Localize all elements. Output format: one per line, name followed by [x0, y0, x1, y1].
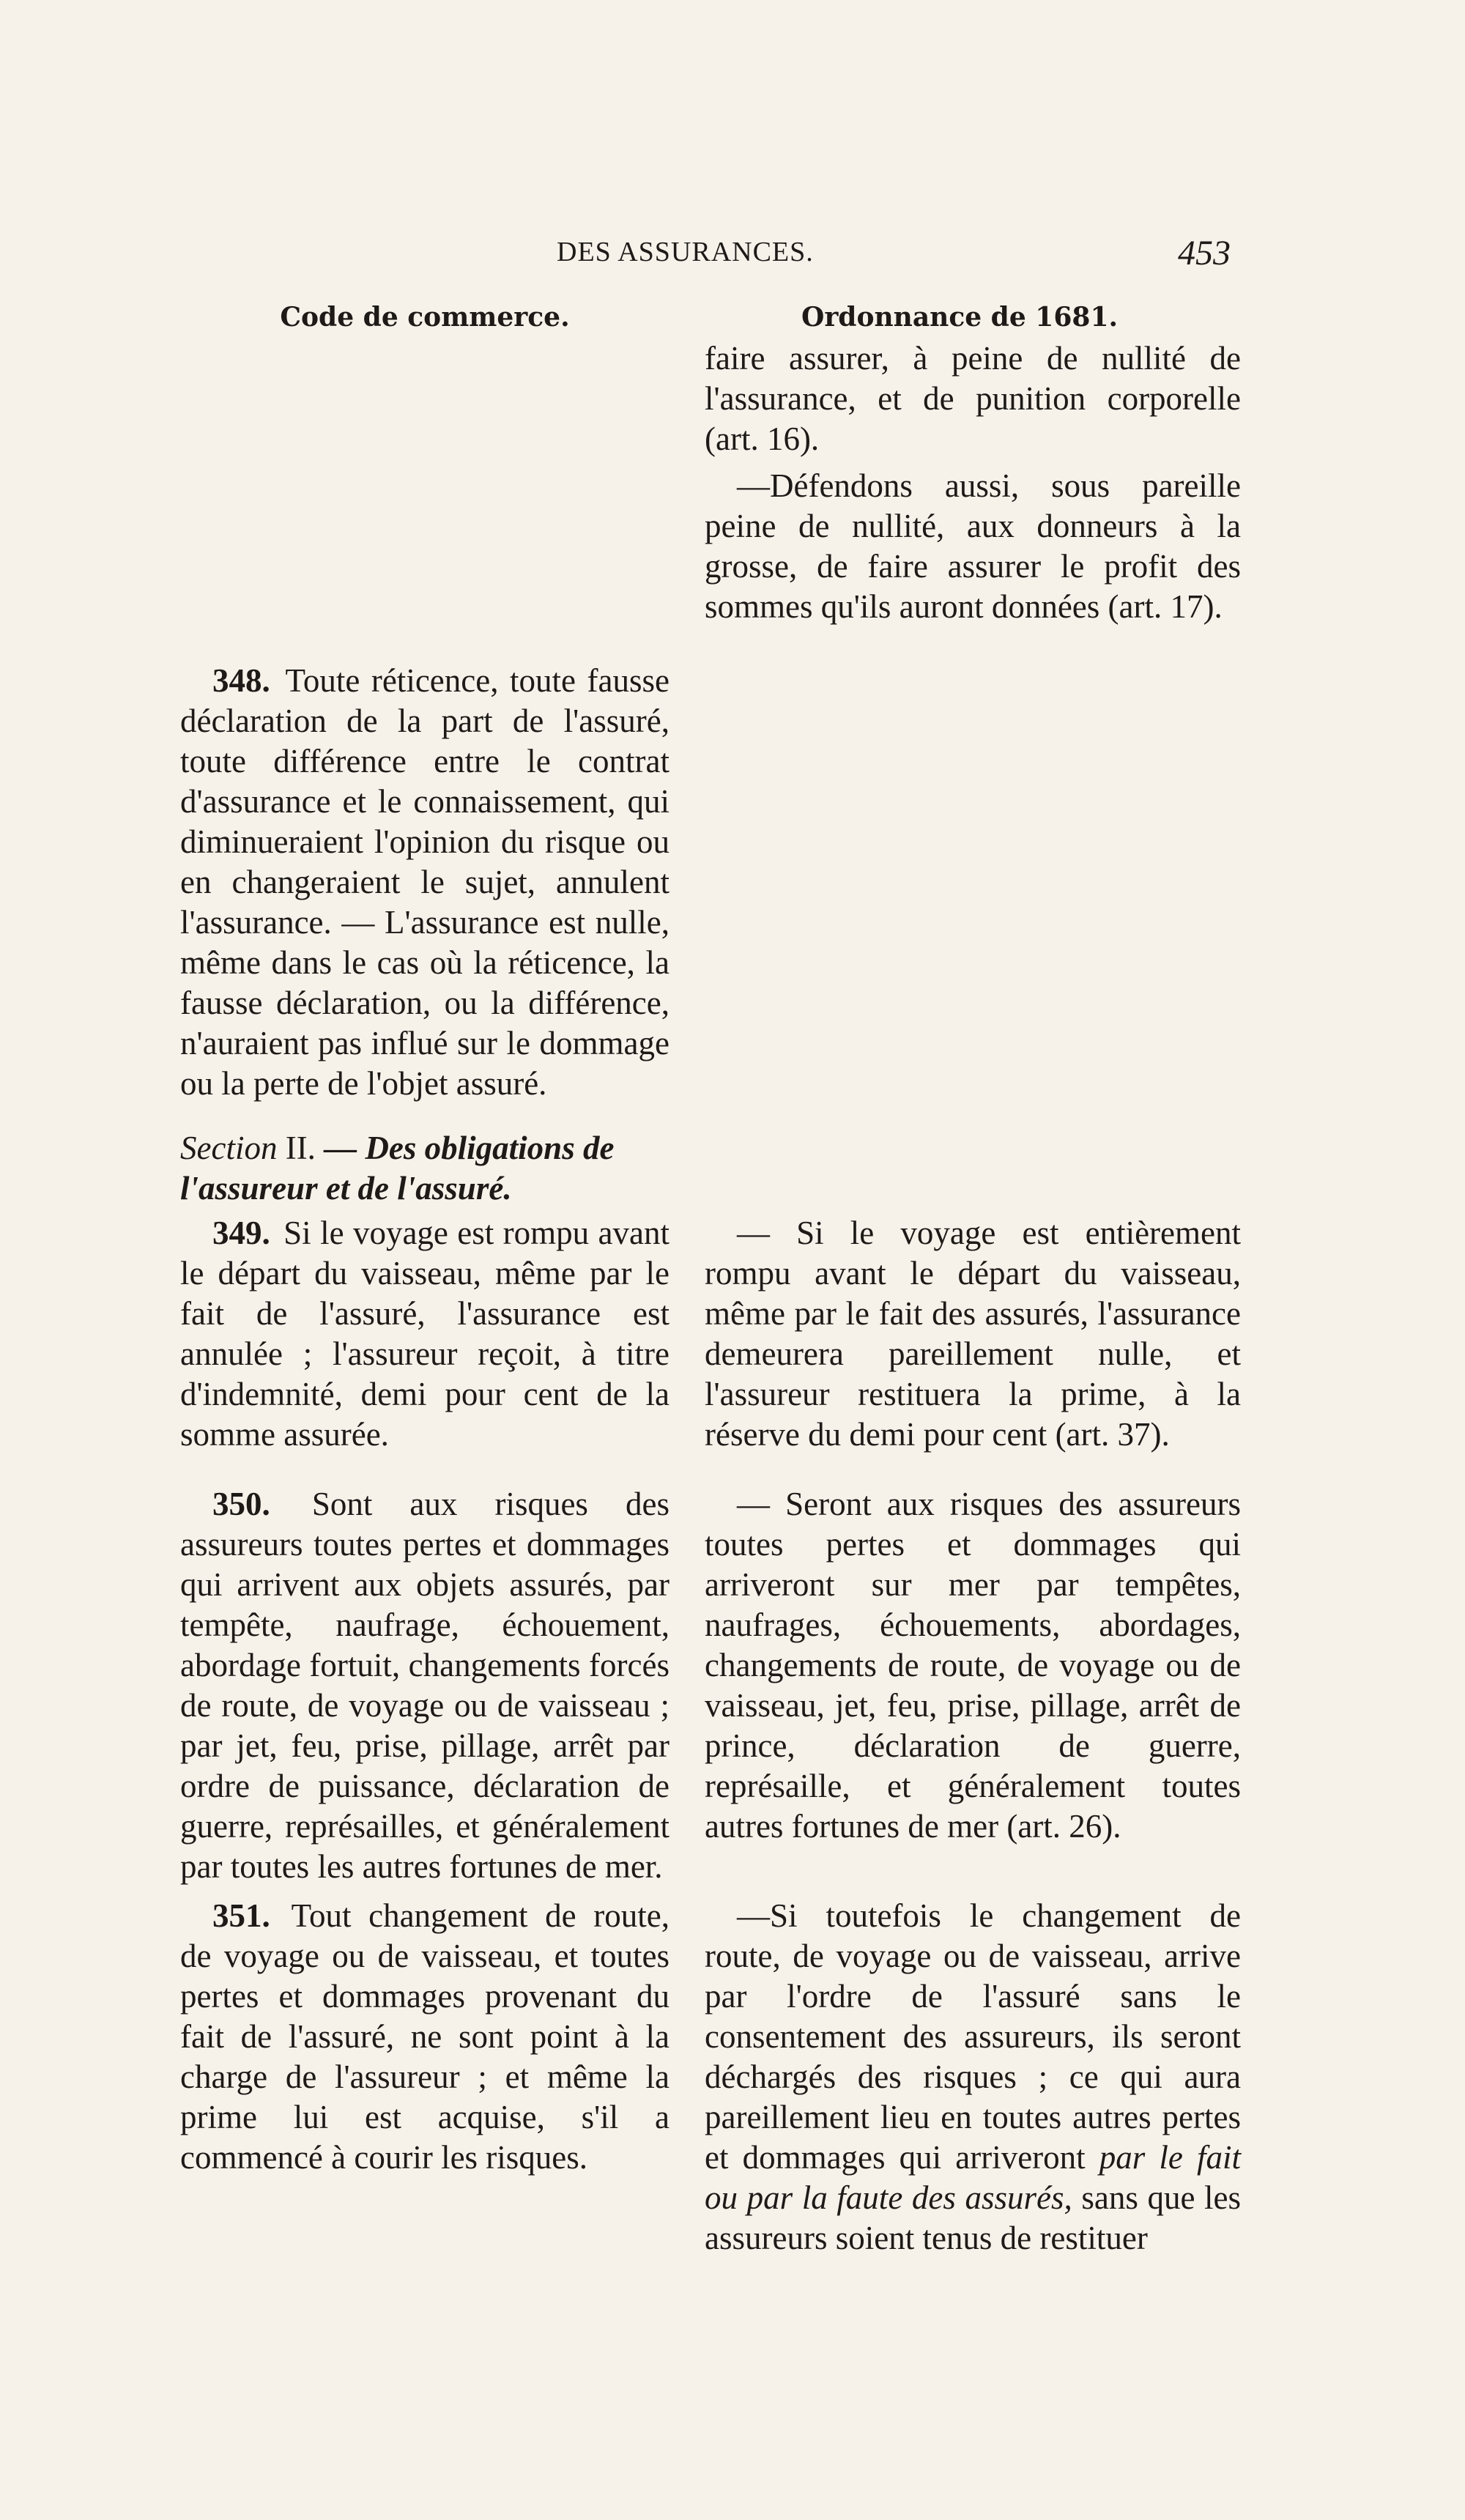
paragraph-text: — Seront aux risques des assureurs toutes pertes et dommages qui arriveront sur mer par tempêtes, naufrages, échouements, abordages, changements de route, de voyage ou de vaisseau, jet, feu, prise, pillage, arrêt de prince, déclaration de guerre, représaille, et généralement toutes autres fortunes de mer (art. 26).: [705, 1486, 1241, 1845]
article-number: 350.: [212, 1486, 270, 1522]
section-heading: [180, 1128, 670, 1209]
article-number: 351.: [212, 1897, 270, 1934]
ordonnance-paragraph-4: [705, 1484, 1241, 1847]
left-column-heading: Code de commerce.: [280, 302, 570, 333]
page-number: 453: [1178, 234, 1231, 273]
paragraph-text: sans que les assureurs soient tenus de restituer: [705, 2179, 1242, 2256]
ordonnance-paragraph-2: [705, 466, 1241, 627]
article-350: [180, 1484, 670, 1887]
section-dash: —: [324, 1130, 357, 1166]
article-349: [180, 1213, 670, 1455]
section-name: Des obligations de l'assureur et de l'assuré.: [180, 1130, 615, 1207]
article-text: Toute réticence, toute fausse déclaration de la part de l'assuré, toute différence entre le contrat d'assurance et le connaissement, qui diminueraient l'opinion du risque ou en changeraient le sujet, annulent l'assurance. — L'assurance est nulle, même dans le cas où la réticence, la fausse déclaration, ou la différence, n'auraient pas influé sur le dommage ou la perte de l'objet assuré.: [180, 662, 670, 1102]
article-number: 348.: [212, 662, 270, 699]
paragraph-text: —Si toutefois le changement de route, de voyage ou de vaisseau, arrive par l'ordre de l'assuré sans le consentement des assureurs, ils seront déchargés des risques ; ce qui aura pareillement lieu en toutes autres pertes et dommages qui arriveront: [705, 1897, 1241, 2176]
article-text: Tout changement de route, de voyage ou de vaisseau, et toutes pertes et dommages provenant du fait de l'assuré, ne sont point à la charge de l'assureur ; et même la prime lui est acquise, s'il a commencé à courir les risques.: [180, 1897, 670, 2176]
paragraph-text: faire assurer, à peine de nullité de l'assurance, et de punition corporelle (art. 16).: [705, 340, 1241, 457]
running-title: DES ASSURANCES.: [557, 237, 814, 267]
article-text: Sont aux risques des assureurs toutes pertes et dommages qui arrivent aux objets assurés, par tempête, naufrage, échouement, abordage fortuit, changements forcés de route, de voyage ou de vaisseau ; par jet, feu, prise, pillage, arrêt par ordre de puissance, déclaration de guerre, représailles, et généralement par toutes les autres fortunes de mer.: [180, 1486, 670, 1885]
section-label: Section: [180, 1130, 278, 1166]
article-text: Si le voyage est rompu avant le départ du vaisseau, même par le fait de l'assuré, l'assurance est annulée ; l'assureur reçoit, à titre d'indemnité, demi pour cent de la somme assurée.: [180, 1215, 670, 1453]
ordonnance-paragraph-1: [705, 338, 1241, 459]
article-number: 349.: [212, 1215, 270, 1251]
right-column-heading: Ordonnance de 1681.: [801, 302, 1119, 333]
paragraph-text: —Défendons aussi, sous pareille peine de nullité, aux donneurs à la grosse, de faire assurer le profit des sommes qu'ils auront données (art. 17).: [705, 467, 1241, 625]
section-number: II.: [285, 1130, 316, 1166]
ordonnance-paragraph-3: [705, 1213, 1241, 1455]
ordonnance-paragraph-5: [705, 1896, 1241, 2258]
paragraph-italic-text: par le fait ou par la faute des assurés,: [705, 2139, 1241, 2216]
paragraph-text: — Si le voyage est entièrement rompu avant le départ du vaisseau, même par le fait des assurés, l'assurance demeurera pareillement nulle, et l'assureur restituera la prime, à la réserve du demi pour cent (art. 37).: [705, 1215, 1241, 1453]
article-351: [180, 1896, 670, 2178]
article-348: [180, 661, 670, 1104]
